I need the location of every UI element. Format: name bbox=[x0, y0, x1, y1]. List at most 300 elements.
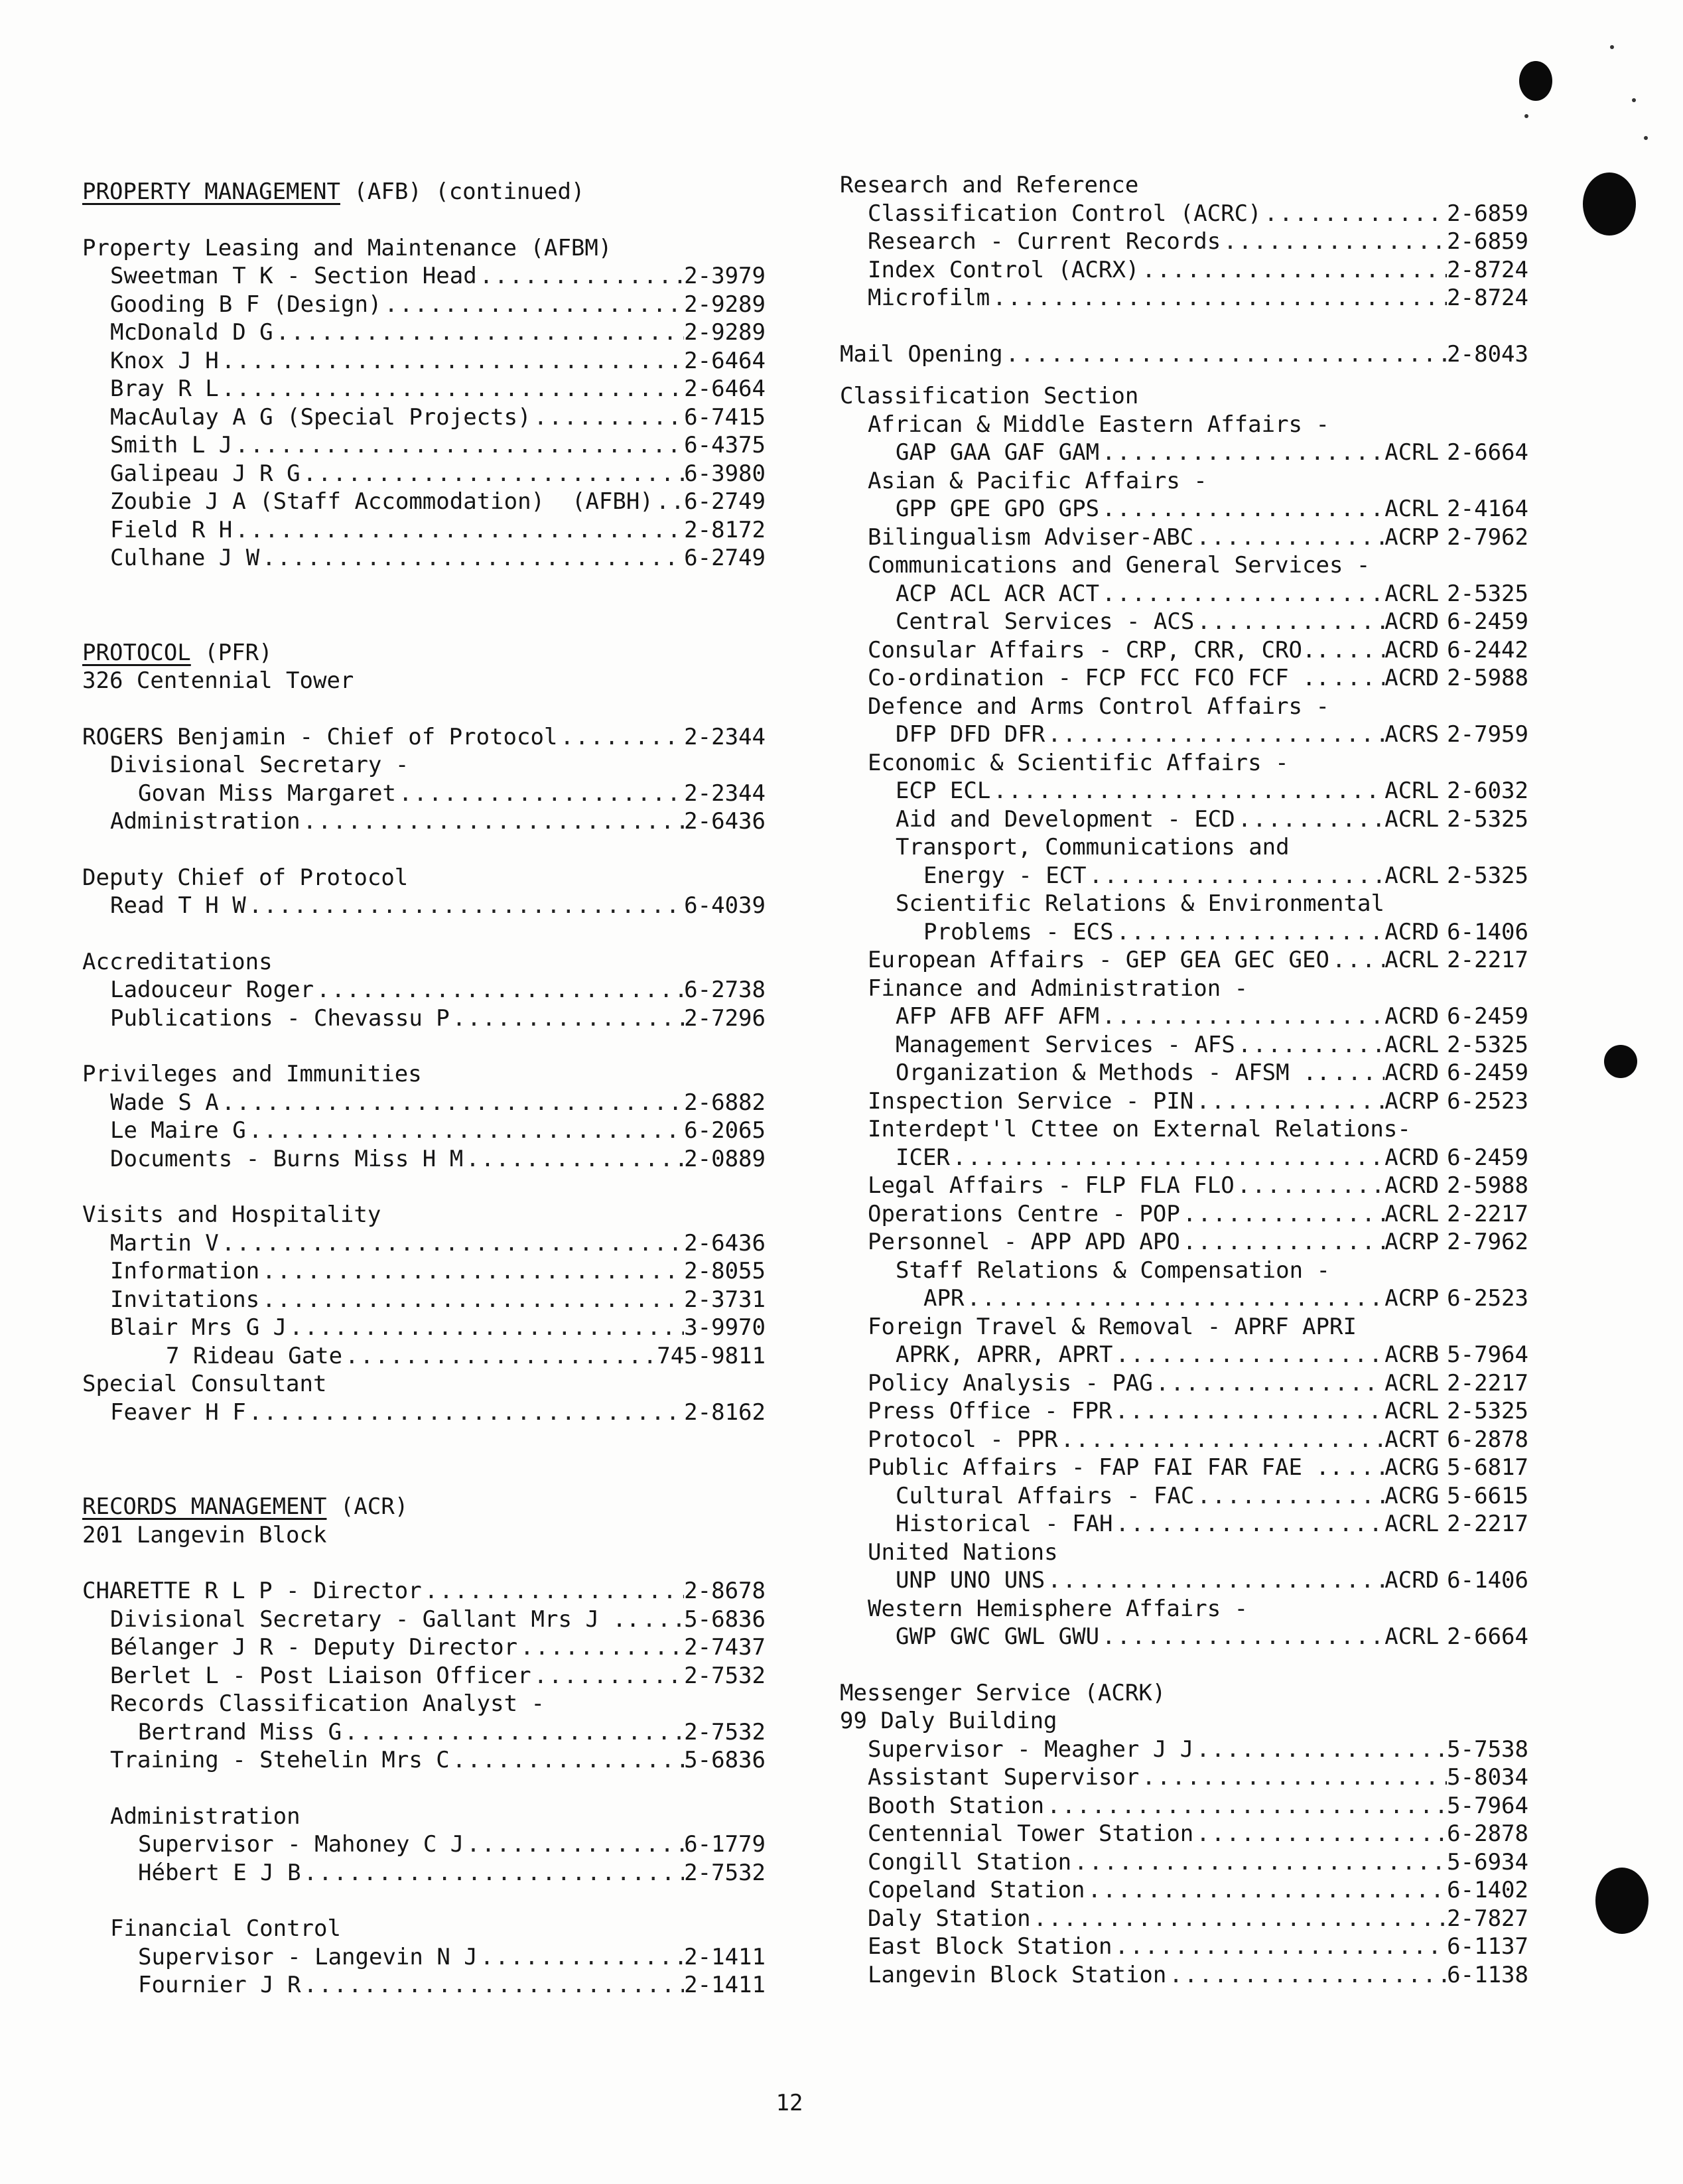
entry-name: ROGERS Benjamin - Chief of Protocol bbox=[82, 723, 558, 750]
subsection-label bbox=[840, 467, 1528, 496]
directory-entry bbox=[840, 918, 1528, 947]
entry-name: Le Maire G bbox=[110, 1117, 246, 1144]
heading-text: PROPERTY MANAGEMENT bbox=[82, 178, 340, 205]
subsection-label bbox=[840, 890, 1528, 918]
subsection-label bbox=[840, 411, 1528, 439]
dot-leader bbox=[396, 780, 684, 808]
dot-leader bbox=[1193, 1820, 1447, 1848]
dot-leader bbox=[1099, 580, 1384, 608]
section-heading-records-management bbox=[82, 1493, 766, 1521]
directory-entry bbox=[840, 284, 1528, 312]
rideau-gate-row bbox=[82, 1342, 766, 1371]
entry-name: Publications - Chevassu P bbox=[110, 1004, 450, 1032]
directory-entry bbox=[82, 1399, 766, 1427]
entry-phone: 2-2217 bbox=[1447, 1511, 1528, 1537]
directory-entry bbox=[840, 1200, 1528, 1229]
entry-name: East Block Station bbox=[868, 1933, 1112, 1960]
entry-code: ACRP bbox=[1384, 1087, 1440, 1115]
entry-name: Cultural Affairs - FAC bbox=[896, 1482, 1195, 1509]
dot-leader bbox=[232, 516, 684, 545]
heading-text: PROTOCOL bbox=[82, 639, 191, 666]
directory-entry bbox=[840, 1397, 1528, 1426]
entry-phone: 2-7532 bbox=[684, 1859, 766, 1886]
directory-entry bbox=[840, 664, 1528, 693]
entry-phone: 6-1402 bbox=[1447, 1877, 1528, 1903]
entry-code: ACRL bbox=[1384, 1369, 1440, 1397]
directory-entry bbox=[82, 1633, 766, 1662]
entry-phone: 6-2878 bbox=[1447, 1820, 1528, 1847]
dot-leader bbox=[219, 375, 684, 403]
entry-name: Wade S A bbox=[110, 1089, 219, 1116]
subsection-label bbox=[840, 171, 1528, 200]
entry-phone: 6-2738 bbox=[684, 977, 766, 1003]
dot-leader bbox=[463, 1145, 684, 1174]
dot-leader bbox=[301, 460, 685, 488]
directory-entry bbox=[840, 439, 1528, 467]
entry-code: ACRL bbox=[1384, 1623, 1440, 1650]
dot-leader bbox=[259, 1257, 684, 1286]
entry-code: ACRL bbox=[1384, 1511, 1440, 1537]
directory-entry bbox=[82, 375, 766, 403]
directory-entry bbox=[840, 1341, 1528, 1369]
subsection-label bbox=[840, 1257, 1528, 1285]
entry-phone: 2-6464 bbox=[684, 347, 766, 374]
dot-leader bbox=[1112, 1933, 1447, 1961]
entry-phone: 2-6436 bbox=[684, 1229, 766, 1257]
dot-leader bbox=[1139, 1763, 1447, 1792]
entry-phone: 2-2344 bbox=[684, 723, 766, 750]
financial-control-list bbox=[82, 1943, 766, 2000]
scan-speck bbox=[1632, 98, 1636, 102]
entry-phone: 2-8055 bbox=[684, 1258, 766, 1284]
dot-leader bbox=[1031, 1905, 1447, 1933]
entry-name: Centennial Tower Station bbox=[868, 1820, 1194, 1847]
entry-phone: 6-2749 bbox=[684, 488, 766, 515]
entry-phone: 5-7538 bbox=[1447, 1736, 1528, 1763]
dot-leader bbox=[301, 1971, 685, 2000]
entry-name: Hébert E J B bbox=[138, 1859, 301, 1886]
entry-name: Gooding B F (Design) bbox=[110, 291, 382, 318]
entry-name: Microfilm bbox=[868, 285, 990, 311]
dot-leader bbox=[450, 1746, 684, 1775]
subsection-label bbox=[840, 833, 1528, 862]
entry-phone: 745-9811 bbox=[657, 1342, 766, 1369]
dot-leader bbox=[990, 284, 1447, 312]
entry-phone: 2-6464 bbox=[684, 375, 766, 402]
directory-entry bbox=[82, 1257, 766, 1286]
directory-entry bbox=[840, 1482, 1528, 1511]
privileges-list bbox=[82, 1089, 766, 1174]
dot-leader bbox=[273, 318, 685, 347]
entry-name: Administration bbox=[110, 808, 301, 835]
entry-phone: 6-2442 bbox=[1447, 636, 1528, 663]
dot-leader bbox=[1085, 1876, 1447, 1905]
entry-name: AFP AFB AFF AFM bbox=[896, 1003, 1100, 1030]
entry-name: Legal Affairs - FLP FLA FLO bbox=[868, 1172, 1235, 1199]
dot-leader bbox=[531, 1662, 685, 1690]
entry-code: ACRL bbox=[1384, 1200, 1440, 1227]
directory-entry bbox=[840, 1284, 1528, 1313]
label-text: Asian & Pacific Affairs - bbox=[868, 467, 1207, 494]
entry-name: Documents - Burns Miss H M bbox=[110, 1145, 464, 1172]
dot-leader bbox=[1329, 636, 1384, 665]
directory-entry bbox=[840, 256, 1528, 285]
heading-text: RECORDS MANAGEMENT bbox=[82, 1493, 327, 1520]
directory-entry bbox=[840, 1172, 1528, 1200]
entry-name: Field R H bbox=[110, 516, 233, 543]
address-text: 99 Daly Building bbox=[840, 1708, 1057, 1734]
section-heading-protocol bbox=[82, 639, 766, 667]
directory-entry bbox=[82, 1859, 766, 1887]
directory-entry bbox=[840, 1087, 1528, 1116]
directory-entry bbox=[82, 976, 766, 1004]
entry-phone: 2-7532 bbox=[684, 1662, 766, 1689]
subsection-label bbox=[840, 1595, 1528, 1623]
entry-name: Congill Station bbox=[868, 1848, 1072, 1876]
entry-phone: 2-4164 bbox=[1447, 496, 1528, 522]
directory-entry bbox=[82, 1662, 766, 1690]
directory-entry bbox=[82, 892, 766, 920]
entry-phone: 2-5325 bbox=[1447, 1398, 1528, 1424]
directory-entry bbox=[840, 1510, 1528, 1538]
entry-name: Training - Stehelin Mrs C bbox=[110, 1747, 450, 1773]
entry-name: Supervisor - Meagher J J bbox=[868, 1736, 1194, 1763]
entry-name: 7 Rideau Gate bbox=[166, 1342, 343, 1369]
dot-leader bbox=[1044, 1792, 1447, 1820]
entry-phone: 6-2459 bbox=[1447, 1059, 1528, 1086]
dot-leader bbox=[1099, 439, 1384, 467]
entry-phone: 6-2459 bbox=[1447, 1144, 1528, 1171]
page-number: 12 bbox=[775, 2090, 803, 2116]
entry-code: ACRL bbox=[1384, 580, 1440, 607]
directory-entry bbox=[840, 228, 1528, 256]
dot-leader bbox=[1194, 1482, 1384, 1511]
entry-name: ICER bbox=[896, 1144, 950, 1171]
entry-code: ACRL bbox=[1384, 1031, 1440, 1058]
entry-phone: 2-8162 bbox=[684, 1399, 766, 1426]
dot-leader bbox=[450, 1004, 684, 1033]
heading-code: (AFB) (continued) bbox=[340, 178, 585, 205]
dot-leader bbox=[301, 1859, 685, 1887]
entry-code: ACRT bbox=[1384, 1426, 1440, 1453]
label-text: Accreditations bbox=[82, 948, 273, 975]
directory-entry bbox=[840, 1848, 1528, 1877]
entry-name: Smith L J bbox=[110, 432, 233, 458]
directory-entry bbox=[82, 807, 766, 836]
heading-code: (ACR) bbox=[326, 1493, 409, 1520]
entry-phone: 2-7959 bbox=[1447, 721, 1528, 748]
dot-leader bbox=[259, 544, 684, 573]
directory-entry bbox=[840, 805, 1528, 834]
entry-phone: 2-5325 bbox=[1447, 1031, 1528, 1058]
records-director-row bbox=[82, 1577, 766, 1605]
entry-code: ACRD bbox=[1384, 636, 1440, 663]
entry-phone: 2-8172 bbox=[684, 516, 766, 543]
entry-name: Ladouceur Roger bbox=[110, 977, 314, 1003]
subsection-label bbox=[82, 948, 766, 977]
dot-leader bbox=[314, 976, 684, 1004]
scan-speck bbox=[1644, 136, 1648, 140]
directory-entry bbox=[840, 1454, 1528, 1482]
entry-phone: 6-7415 bbox=[684, 403, 766, 431]
entry-phone: 5-8034 bbox=[1447, 1764, 1528, 1791]
subsection-label bbox=[840, 975, 1528, 1003]
entry-phone: 2-6664 bbox=[1447, 439, 1528, 466]
records-analyst-row bbox=[82, 1718, 766, 1747]
entry-phone: 5-6836 bbox=[684, 1747, 766, 1773]
entry-code: ACRD bbox=[1384, 1172, 1440, 1199]
dot-leader bbox=[517, 1633, 684, 1662]
dot-leader bbox=[219, 347, 684, 375]
dot-leader bbox=[1330, 1059, 1384, 1087]
dot-leader bbox=[464, 1830, 684, 1859]
entry-name: Daly Station bbox=[868, 1905, 1031, 1932]
dot-leader bbox=[232, 431, 684, 460]
punch-hole bbox=[1583, 172, 1636, 236]
entry-phone: 6-1406 bbox=[1447, 918, 1528, 945]
entry-name: Assistant Supervisor bbox=[868, 1764, 1140, 1791]
punch-hole-mark bbox=[1604, 1045, 1637, 1078]
directory-entry bbox=[82, 1342, 766, 1371]
entry-phone: 2-6859 bbox=[1447, 228, 1528, 255]
dot-leader bbox=[950, 1144, 1384, 1172]
entry-code: ACRP bbox=[1384, 523, 1440, 551]
entry-code: ACRP bbox=[1384, 1285, 1440, 1312]
directory-entry bbox=[82, 262, 766, 291]
section-address bbox=[840, 1707, 1528, 1736]
directory-entry bbox=[82, 1004, 766, 1033]
dot-leader bbox=[219, 1229, 684, 1258]
directory-entry bbox=[840, 1736, 1528, 1764]
entry-phone: 2-2217 bbox=[1447, 1369, 1528, 1397]
label-text: Property Leasing and Maintenance (AFBM) bbox=[82, 234, 612, 261]
directory-entry bbox=[82, 1577, 766, 1605]
subsection-label bbox=[840, 1115, 1528, 1144]
entry-phone: 6-2459 bbox=[1447, 1003, 1528, 1030]
address-text: 201 Langevin Block bbox=[82, 1521, 327, 1548]
dot-leader bbox=[287, 1314, 684, 1342]
entry-name: Fournier J R bbox=[138, 1972, 301, 1998]
directory-entry bbox=[840, 862, 1528, 890]
entry-code: ACRL bbox=[1384, 778, 1440, 804]
entry-phone: 2-5325 bbox=[1447, 580, 1528, 607]
entry-name: Aid and Development - ECD bbox=[896, 805, 1235, 833]
dot-leader bbox=[964, 1284, 1384, 1313]
entry-name: Management Services - AFS bbox=[896, 1031, 1235, 1058]
directory-entry bbox=[840, 1820, 1528, 1848]
records-staff-list bbox=[82, 1605, 766, 1690]
entry-name: Personnel - APP APD APO bbox=[868, 1229, 1180, 1255]
entry-phone: 2-3731 bbox=[684, 1286, 766, 1313]
dot-leader bbox=[1193, 523, 1384, 552]
label-text: Deputy Chief of Protocol bbox=[82, 864, 409, 891]
entry-phone: 2-7532 bbox=[684, 1718, 766, 1745]
entry-name: Energy - ECT bbox=[923, 862, 1087, 889]
entry-phone: 2-8724 bbox=[1447, 285, 1528, 311]
punch-hole-mark bbox=[1519, 61, 1552, 101]
entry-phone: 2-8043 bbox=[1447, 340, 1528, 368]
directory-entry bbox=[840, 777, 1528, 805]
entry-name: Bray R L bbox=[110, 375, 219, 402]
entry-code: ACRD bbox=[1384, 1059, 1440, 1086]
entry-phone: 2-2217 bbox=[1447, 1200, 1528, 1227]
directory-entry bbox=[840, 1792, 1528, 1820]
entry-code: ACRD bbox=[1384, 1144, 1440, 1171]
directory-entry bbox=[840, 1876, 1528, 1905]
dot-leader bbox=[246, 892, 684, 920]
dot-leader bbox=[342, 1718, 684, 1747]
entry-code: ACRS bbox=[1384, 721, 1440, 748]
directory-entry bbox=[82, 723, 766, 752]
subsection-label bbox=[82, 751, 766, 780]
entry-name: Consular Affairs - CRP, CRR, CRO.. bbox=[868, 636, 1329, 663]
directory-entry bbox=[840, 1426, 1528, 1454]
entry-name: Divisional Secretary - Gallant Mrs J .. bbox=[110, 1605, 640, 1633]
dot-leader bbox=[653, 488, 684, 516]
directory-entry bbox=[840, 1144, 1528, 1172]
entry-name: APR bbox=[923, 1285, 965, 1312]
label-text: Research and Reference bbox=[840, 172, 1139, 198]
entry-phone: 2-7962 bbox=[1447, 1229, 1528, 1255]
directory-entry bbox=[82, 516, 766, 545]
label-text: Privileges and Immunities bbox=[82, 1061, 422, 1087]
entry-phone: 2-5988 bbox=[1447, 665, 1528, 691]
dot-leader bbox=[1180, 1228, 1384, 1257]
dot-leader bbox=[422, 1577, 684, 1605]
entry-phone: 5-6836 bbox=[684, 1605, 766, 1633]
entry-phone: 2-7437 bbox=[684, 1634, 766, 1661]
entry-phone: 6-1138 bbox=[1447, 1961, 1528, 1988]
entry-phone: 6-1779 bbox=[684, 1831, 766, 1858]
label-text: United Nations bbox=[868, 1538, 1058, 1566]
directory-entry bbox=[840, 200, 1528, 228]
directory-entry bbox=[840, 1763, 1528, 1792]
dot-leader bbox=[1114, 918, 1385, 947]
entry-name: Press Office - FPR bbox=[868, 1398, 1112, 1424]
messenger-service-list bbox=[840, 1736, 1528, 1990]
entry-name: Langevin Block Station bbox=[868, 1961, 1167, 1988]
scan-speck bbox=[1610, 45, 1614, 49]
administration-list bbox=[82, 1830, 766, 1887]
dot-leader bbox=[1180, 1200, 1384, 1229]
directory-entry bbox=[82, 1605, 766, 1634]
entry-name: Feaver H F bbox=[110, 1399, 246, 1426]
label-text: Visits and Hospitality bbox=[82, 1201, 381, 1228]
dot-leader bbox=[1343, 1454, 1384, 1482]
entry-phone: 2-2217 bbox=[1447, 947, 1528, 973]
dot-leader bbox=[1235, 1172, 1385, 1200]
dot-leader bbox=[219, 1089, 684, 1117]
directory-entry bbox=[840, 1059, 1528, 1087]
entry-phone: 5-7964 bbox=[1447, 1792, 1528, 1819]
subsection-label bbox=[82, 1201, 766, 1229]
entry-name: DFP DFD DFR bbox=[896, 721, 1045, 748]
directory-entry bbox=[82, 488, 766, 516]
dot-leader bbox=[990, 777, 1384, 805]
entry-phone: 6-1137 bbox=[1447, 1933, 1528, 1960]
subsection-label bbox=[82, 1915, 766, 1943]
entry-phone: 2-7962 bbox=[1447, 523, 1528, 551]
entry-name: GWP GWC GWL GWU bbox=[896, 1623, 1100, 1650]
directory-entry bbox=[840, 1228, 1528, 1257]
entry-code: ACRL bbox=[1384, 805, 1440, 833]
entry-name: Inspection Service - PIN bbox=[868, 1087, 1194, 1115]
directory-entry bbox=[840, 720, 1528, 749]
mail-opening-row bbox=[840, 340, 1528, 369]
label-text: Staff Relations & Compensation - bbox=[896, 1257, 1331, 1284]
entry-code: ACRP bbox=[1384, 1229, 1440, 1255]
entry-name: Operations Centre - POP bbox=[868, 1200, 1180, 1227]
dot-leader bbox=[1112, 1397, 1384, 1426]
directory-entry bbox=[82, 1089, 766, 1117]
entry-phone: 2-0889 bbox=[684, 1145, 766, 1172]
label-text: Western Hemisphere Affairs - bbox=[868, 1595, 1248, 1622]
entry-code: ACRL bbox=[1384, 439, 1440, 466]
directory-entry bbox=[82, 1830, 766, 1859]
entry-name: MacAulay A G (Special Projects) bbox=[110, 403, 531, 431]
directory-entry bbox=[840, 1002, 1528, 1031]
section-address bbox=[82, 1521, 766, 1550]
directory-entry bbox=[840, 495, 1528, 523]
dot-leader bbox=[1262, 200, 1447, 228]
directory-entry bbox=[840, 523, 1528, 552]
entry-name: Galipeau J R G bbox=[110, 460, 301, 487]
entry-name: Govan Miss Margaret bbox=[138, 780, 396, 807]
research-reference-list bbox=[840, 200, 1528, 312]
entry-name: Mail Opening bbox=[840, 340, 1003, 368]
subsection-label bbox=[82, 864, 766, 892]
entry-name: GPP GPE GPO GPS bbox=[896, 496, 1100, 522]
directory-entry bbox=[82, 1286, 766, 1314]
subsection-label bbox=[840, 749, 1528, 778]
entry-phone: 5-6934 bbox=[1447, 1848, 1528, 1876]
subsection-label bbox=[840, 551, 1528, 580]
entry-name: Bilingualism Adviser-ABC bbox=[868, 523, 1194, 551]
entry-phone: 6-2523 bbox=[1447, 1285, 1528, 1312]
entry-name: Sweetman T K - Section Head bbox=[110, 263, 477, 289]
dot-leader bbox=[1194, 608, 1384, 636]
directory-entry bbox=[82, 460, 766, 488]
dot-leader bbox=[640, 1605, 684, 1634]
entry-phone: 6-4375 bbox=[684, 432, 766, 458]
label-text: Records Classification Analyst - bbox=[110, 1690, 545, 1717]
entry-phone: 2-9289 bbox=[684, 319, 766, 346]
section-address bbox=[82, 667, 766, 695]
subsection-label bbox=[840, 1679, 1528, 1708]
directory-entry bbox=[82, 1145, 766, 1174]
directory-entry bbox=[840, 1369, 1528, 1398]
entry-name: European Affairs - GEP GEA GEC GEO bbox=[868, 947, 1329, 973]
dot-leader bbox=[1099, 495, 1384, 523]
directory-entry bbox=[840, 340, 1528, 369]
entry-code: ACRL bbox=[1384, 1398, 1440, 1424]
protocol-chief-row bbox=[82, 723, 766, 752]
label-text: Finance and Administration - bbox=[868, 975, 1248, 1002]
dot-leader bbox=[381, 291, 684, 319]
entry-name: Index Control (ACRX) bbox=[868, 256, 1140, 283]
entry-name: Berlet L - Post Liaison Officer bbox=[110, 1662, 531, 1689]
dot-leader bbox=[557, 723, 684, 752]
dot-leader bbox=[1153, 1369, 1384, 1398]
protocol-admin-row bbox=[82, 807, 766, 836]
entry-code: ACRD bbox=[1384, 608, 1440, 635]
directory-entry bbox=[82, 403, 766, 432]
entry-phone: 6-2878 bbox=[1447, 1426, 1528, 1453]
entry-code: ACRL bbox=[1384, 862, 1440, 889]
subsection-label bbox=[82, 1370, 766, 1399]
entry-name: Organization & Methods - AFSM .. bbox=[896, 1059, 1331, 1086]
directory-entry bbox=[840, 1905, 1528, 1933]
